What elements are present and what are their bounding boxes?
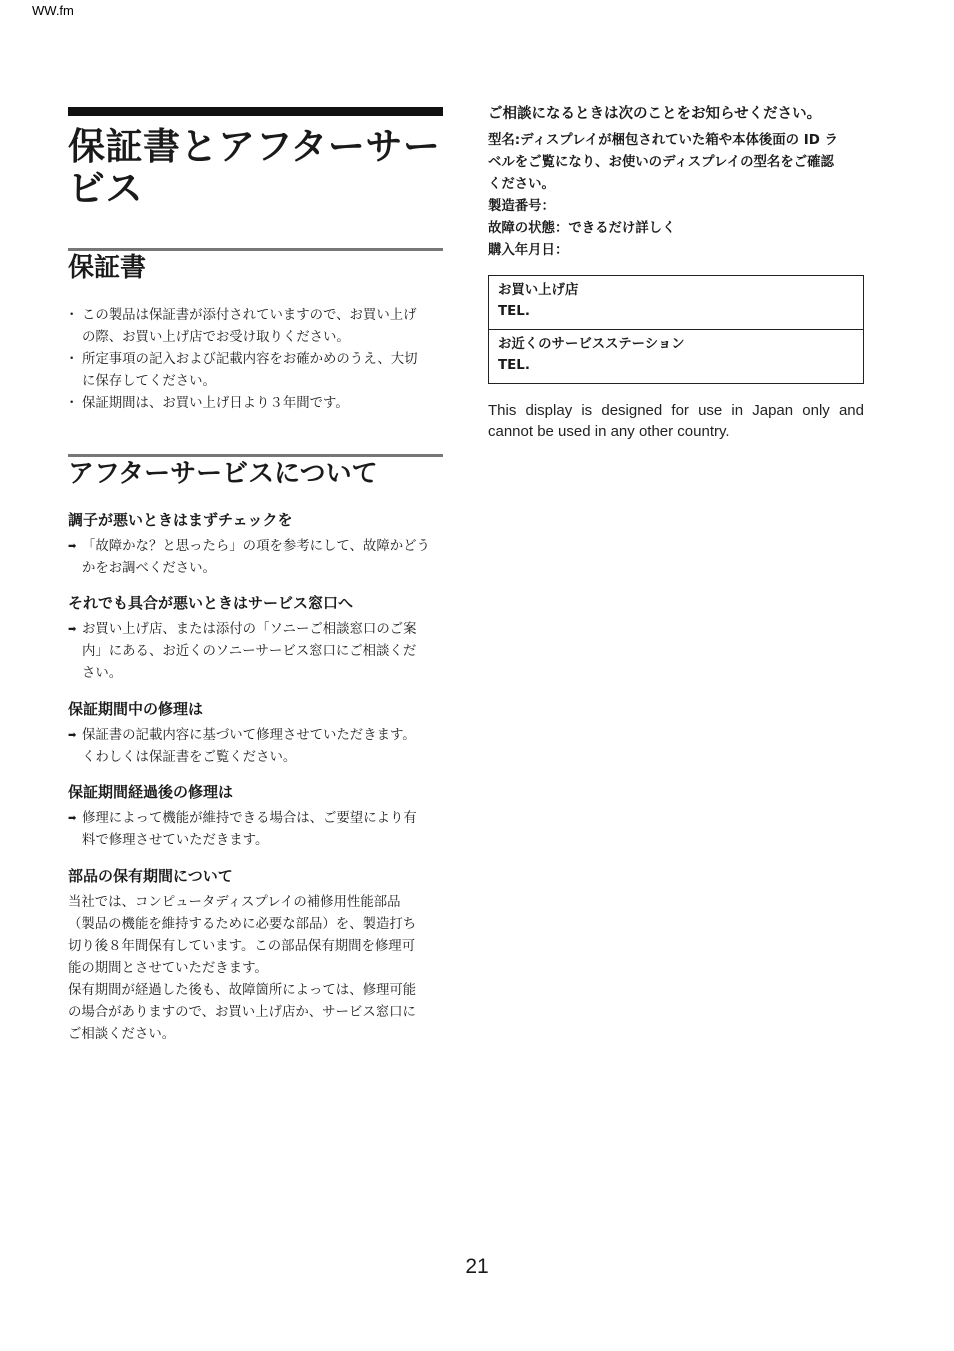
arrow-item-line: 内」にある、お近くのソニーサービス窓口にご相談くだ	[82, 644, 417, 659]
arrow-item-line: さい。	[82, 666, 123, 681]
store-row	[489, 276, 863, 329]
list-item	[68, 305, 443, 349]
title-rule	[68, 107, 443, 116]
list-item-line: に保存してください。	[82, 374, 216, 389]
list-item-line: この製品は保証書が添付されていますので、お買い上げ	[82, 308, 417, 323]
paragraph-line: 保有期間が経過した後も、故障箇所によっては、修理可能	[68, 983, 417, 998]
consultation-line-fault-state: 故障の状態：できるだけ詳しく	[488, 221, 676, 236]
arrow-right-icon: ➡	[68, 730, 77, 741]
paragraph-line: （製品の機能を維持するために必要な部品）を、製造打ち	[68, 917, 417, 932]
consultation-line: 型名:ディスプレイが梱包されていた箱や本体後面の ID ラ	[488, 133, 838, 148]
service-station-tel-label: TEL.	[498, 358, 530, 373]
list-item-line: 保証期間は、お買い上げ日より３年間です。	[82, 396, 349, 411]
left-column	[68, 107, 443, 1046]
warranty-bullet-list	[68, 305, 443, 415]
page-title	[68, 126, 443, 210]
parts-paragraph-1	[68, 892, 443, 980]
right-column	[488, 104, 864, 442]
store-tel-label: TEL.	[498, 304, 530, 319]
page-title-line-2: ビス	[68, 167, 143, 210]
consultation-details	[488, 130, 864, 262]
paragraph-line: ご相談ください。	[68, 1027, 176, 1042]
arrow-item-line: 保証書の記載内容に基づいて修理させていただきます。	[82, 728, 416, 743]
consultation-line-purchase-date: 購入年月日：	[488, 243, 569, 258]
arrow-item-line: かをお調べください。	[82, 561, 216, 576]
japan-only-notice: This display is designed for use in Japan only and cannot be used in any other country.	[488, 402, 864, 440]
list-item	[68, 393, 443, 415]
paragraph-line: 能の期間とさせていただきます。	[68, 961, 268, 976]
arrow-item-post-warranty-repair	[68, 808, 443, 852]
consultation-line: ベルをご覧になり、お使いのディスプレイの型名をご確認	[488, 155, 834, 170]
list-item-line: の際、お買い上げ店でお受け取りください。	[82, 330, 350, 345]
consultation-heading: ご相談になるときは次のことをお知らせください。	[488, 106, 822, 122]
section-title-warranty: 保証書	[68, 253, 147, 283]
arrow-item-line: お買い上げ店、または添付の「ソニーご相談窓口のご案	[82, 622, 417, 637]
arrow-item-service-window	[68, 619, 443, 685]
arrow-item-line: 「故障かな？と思ったら」の項を参考にして、故障かどう	[82, 539, 430, 554]
arrow-right-icon: ➡	[68, 813, 77, 824]
consultation-line-serial-number: 製造番号：	[488, 199, 555, 214]
parts-paragraph-2	[68, 980, 443, 1046]
page-title-line-1: 保証書とアフターサー	[68, 125, 441, 168]
section-rule-after-service	[68, 454, 443, 457]
arrow-right-icon: ➡	[68, 541, 77, 552]
page-number: 21	[465, 1255, 489, 1278]
subsection-heading-service-window: それでも具合が悪いときはサービス窓口へ	[68, 594, 354, 612]
service-station-label: お近くのサービスステーション	[498, 337, 685, 352]
subsection-heading-check: 調子が悪いときはまずチェックを	[68, 511, 293, 529]
arrow-item-check	[68, 536, 443, 580]
service-station-row	[489, 329, 863, 383]
file-label: WW.fm	[32, 3, 74, 18]
consultation-line: ください。	[488, 177, 555, 192]
paragraph-line: の場合がありますので、お買い上げ店か、サービス窓口に	[68, 1005, 416, 1020]
arrow-right-icon: ➡	[68, 624, 77, 635]
arrow-item-line: 修理によって機能が維持できる場合は、ご要望により有	[82, 811, 417, 826]
store-label: お買い上げ店	[498, 283, 579, 298]
arrow-item-line: 料で修理させていただきます。	[82, 833, 269, 848]
arrow-item-line: くわしくは保証書をご覧ください。	[82, 750, 297, 765]
subsection-heading-warranty-repair: 保証期間中の修理は	[68, 700, 204, 718]
arrow-item-warranty-repair	[68, 725, 443, 769]
subsection-heading-parts: 部品の保有期間について	[68, 867, 233, 885]
section-title-after-service: アフターサービスについて	[68, 459, 378, 489]
list-item	[68, 349, 443, 393]
contact-info-box	[488, 275, 864, 384]
paragraph-line: 切り後８年間保有しています。この部品保有期間を修理可	[68, 939, 416, 954]
section-rule-warranty	[68, 248, 443, 251]
subsection-heading-post-warranty-repair: 保証期間経過後の修理は	[68, 783, 234, 801]
paragraph-line: 当社では、コンピュータディスプレイの補修用性能部品	[68, 895, 401, 910]
list-item-line: 所定事項の記入および記載内容をお確かめのうえ、大切	[82, 352, 418, 367]
